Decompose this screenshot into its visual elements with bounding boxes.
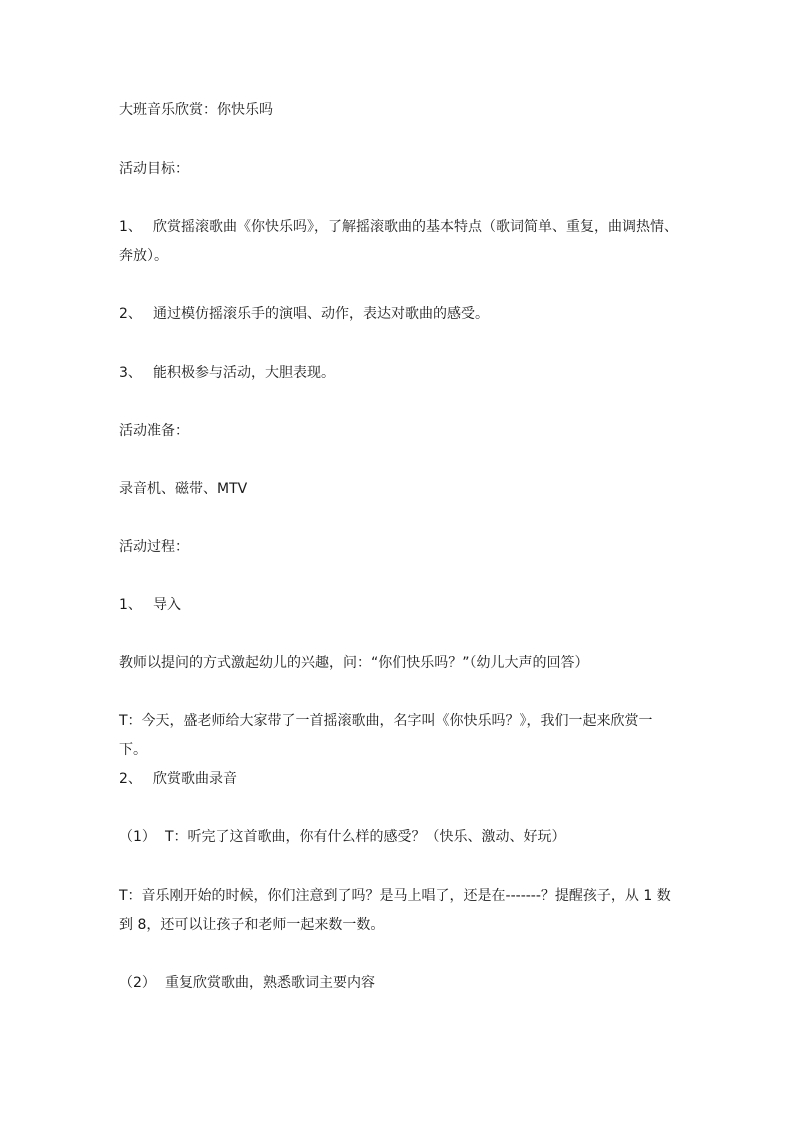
step-number: 2、 <box>119 771 142 787</box>
goal-text: 通过模仿摇滚乐手的演唱、动作，表达对歌曲的感受。 <box>153 306 489 322</box>
step-1 <box>119 591 679 620</box>
paragraph-teacher-intro: T：今天，盛老师给大家带了一首摇滚歌曲，名字叫《你快乐吗？》，我们一起来欣赏一下。 <box>119 713 653 758</box>
goal-number: 1、 <box>119 219 142 235</box>
paragraph-teacher-question: 教师以提问的方式激起幼儿的兴趣，问：“你们快乐吗？”（幼儿大声的回答） <box>119 655 589 671</box>
substep-number: （1） <box>119 829 156 845</box>
goal-item-1 <box>119 213 679 271</box>
substep-1 <box>119 823 679 852</box>
goal-text: 能积极参与活动，大胆表现。 <box>153 365 335 381</box>
section-heading-process: 活动过程： <box>119 539 189 555</box>
substep-number: （2） <box>119 975 156 991</box>
step-text: 欣赏歌曲录音 <box>153 771 237 787</box>
section-heading-prep: 活动准备： <box>119 423 189 439</box>
document-title: 大班音乐欣赏：你快乐吗 <box>119 102 273 118</box>
prep-materials: 录音机、磁带、MTV <box>119 481 248 497</box>
substep-2 <box>119 969 679 998</box>
goal-item-2 <box>119 300 679 329</box>
goal-number: 3、 <box>119 365 142 381</box>
goal-text: 欣赏摇滚歌曲《你快乐吗》，了解摇滚歌曲的基本特点（歌词简单、重复，曲调热情、奔放）。 <box>119 219 678 264</box>
substep-text: T：听完了这首歌曲，你有什么样的感受？（快乐、激动、好玩） <box>165 829 566 845</box>
step-2 <box>119 765 679 794</box>
goal-item-3 <box>119 359 679 388</box>
goal-number: 2、 <box>119 306 142 322</box>
step-number: 1、 <box>119 597 142 613</box>
section-heading-goals: 活动目标： <box>119 161 189 177</box>
step-text: 导入 <box>153 597 181 613</box>
paragraph-teacher-music: T：音乐刚开始的时候，你们注意到了吗？是马上唱了，还是在-------？提醒孩子，从 1 数到 8，还可以让孩子和老师一起来数一数。 <box>119 888 671 933</box>
substep-text: 重复欣赏歌曲，熟悉歌词主要内容 <box>165 975 375 991</box>
